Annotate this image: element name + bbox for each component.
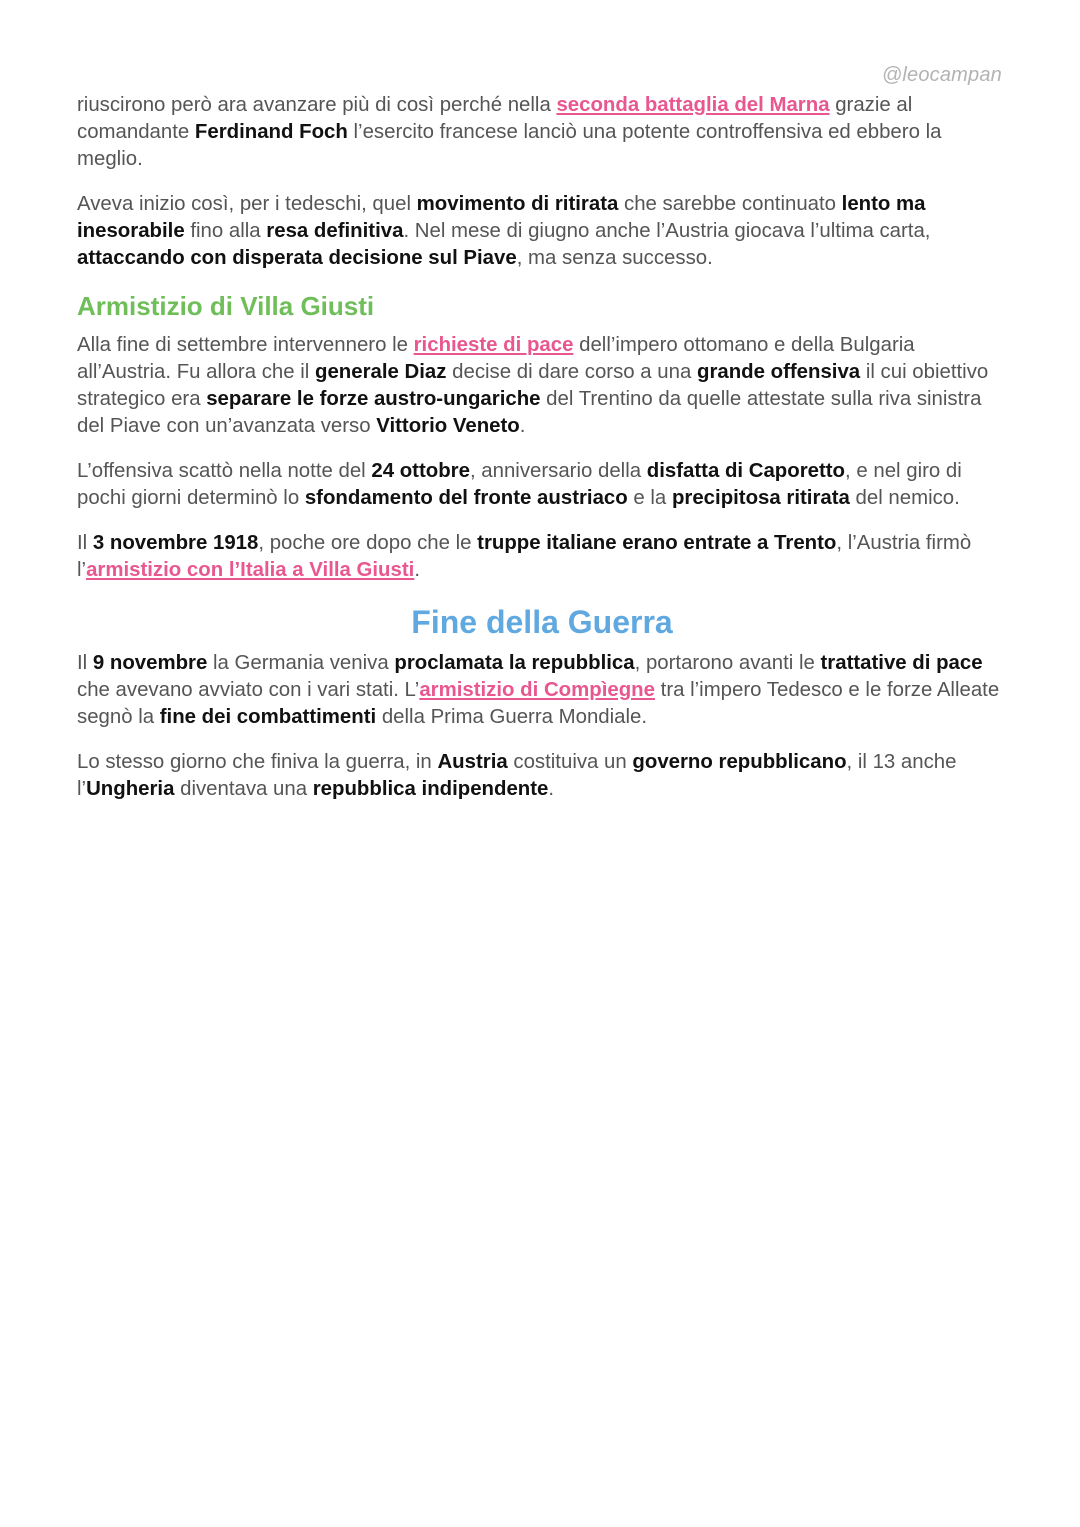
text-run: del nemico. [849, 487, 960, 509]
bold-term: grande offensiva [696, 361, 861, 383]
document-body [77, 92, 1007, 821]
watermark: @leocampan [881, 64, 1002, 86]
inline-link[interactable]: armistizio di Compìegne [419, 679, 655, 701]
bold-term: Austria [437, 751, 508, 773]
bold-term: sfondamento del fronte austriaco [304, 487, 628, 509]
paragraph-marna [77, 92, 1007, 173]
bold-term: governo repubblicano [632, 751, 847, 773]
text-run: della Prima Guerra Mondiale. [376, 706, 648, 728]
text-run: tra l’impero Tedesco e le forze Alleate segnò la [77, 679, 1000, 728]
inline-link[interactable]: seconda battaglia del Marna [556, 94, 830, 116]
text-run: L’offensiva scattò nella notte del [77, 460, 372, 482]
bold-term: precipitosa ritirata [671, 487, 850, 509]
bold-term: generale Diaz [315, 361, 447, 383]
text-run: , l’Austria firmò l’ [77, 532, 972, 581]
page-title-fine-guerra: Fine della Guerra [411, 604, 673, 640]
text-run: , e nel giro di pochi giorni determinò lo [77, 460, 962, 509]
text-run: Alla fine di settembre intervennero le [77, 334, 414, 356]
bold-term: separare le forze austro-ungariche [206, 388, 541, 410]
text-run: riuscirono però ara avanzare più di così perché nella [77, 94, 557, 116]
bold-term: resa definitiva [266, 220, 404, 242]
bold-term: repubblica indipendente [312, 778, 549, 800]
bold-term: Vittorio Veneto [376, 415, 520, 437]
text-run: , il 13 anche l’ [77, 751, 957, 800]
text-run: , ma senza successo. [516, 247, 713, 269]
text-run: Aveva inizio così, per i tedeschi, quel [77, 193, 417, 215]
bold-term: truppe italiane erano entrate a Trento [477, 532, 837, 554]
paragraph-9-novembre [77, 650, 1007, 731]
bold-term: proclamata la repubblica [394, 652, 635, 674]
text-run: , anniversario della [469, 460, 647, 482]
text-run: il cui obiettivo strategico era [77, 361, 989, 410]
bold-term: 3 novembre 1918 [92, 532, 259, 554]
bold-term: Ungheria [86, 778, 175, 800]
text-run: del Trentino da quelle attestate sulla riva sinistra del Piave con un’avanzata verso [77, 388, 982, 437]
bold-term: Ferdinand Foch [194, 121, 348, 143]
text-run: che sarebbe continuato [618, 193, 842, 215]
text-run: Il [77, 652, 93, 674]
text-run: Il [77, 532, 93, 554]
text-run: . Nel mese di giugno anche l’Austria giocava l’ultima carta, [403, 220, 931, 242]
text-run: decise di dare corso a una [446, 361, 697, 383]
text-run: . [414, 559, 420, 581]
bold-term: lento ma inesorabile [77, 193, 926, 242]
text-run: e la [627, 487, 672, 509]
inline-link[interactable]: armistizio con l’Italia a Villa Giusti [86, 559, 415, 581]
bold-term: fine dei combattimenti [159, 706, 377, 728]
bold-term: 9 novembre [92, 652, 208, 674]
bold-term: movimento di ritirata [416, 193, 619, 215]
text-run: . [548, 778, 555, 800]
inline-link[interactable]: richieste di pace [413, 334, 574, 356]
text-run: dell’impero ottomano e della Bulgaria all’Austria. Fu allora che il [77, 334, 915, 383]
paragraph-offensiva [77, 458, 1007, 512]
paragraph-austria-ungheria [77, 749, 1007, 803]
text-run: che avevano avviato con i vari stati. L’ [77, 679, 420, 701]
text-run: , poche ore dopo che le [258, 532, 478, 554]
text-run: costituiva un [507, 751, 633, 773]
bold-term: attaccando con disperata decisione sul Piave [77, 247, 517, 269]
bold-term: trattative di pace [820, 652, 983, 674]
paragraph-ritirata [77, 191, 1007, 272]
paragraph-3-novembre [77, 530, 1007, 584]
text-run: Lo stesso giorno che finiva la guerra, in [77, 751, 438, 773]
text-run: , portarono avanti le [634, 652, 821, 674]
paragraph-richieste-pace [77, 332, 1007, 440]
section-heading-armistizio: Armistizio di Villa Giusti [77, 291, 375, 321]
bold-term: disfatta di Caporetto [646, 460, 846, 482]
text-run: la Germania veniva [207, 652, 395, 674]
text-run: grazie al comandante [77, 94, 913, 143]
bold-term: 24 ottobre [371, 460, 470, 482]
text-run: . [519, 415, 526, 437]
text-run: l’esercito francese lanciò una potente controffensiva ed ebbero la meglio. [77, 121, 942, 170]
text-run: fino alla [184, 220, 267, 242]
text-run: diventava una [174, 778, 313, 800]
